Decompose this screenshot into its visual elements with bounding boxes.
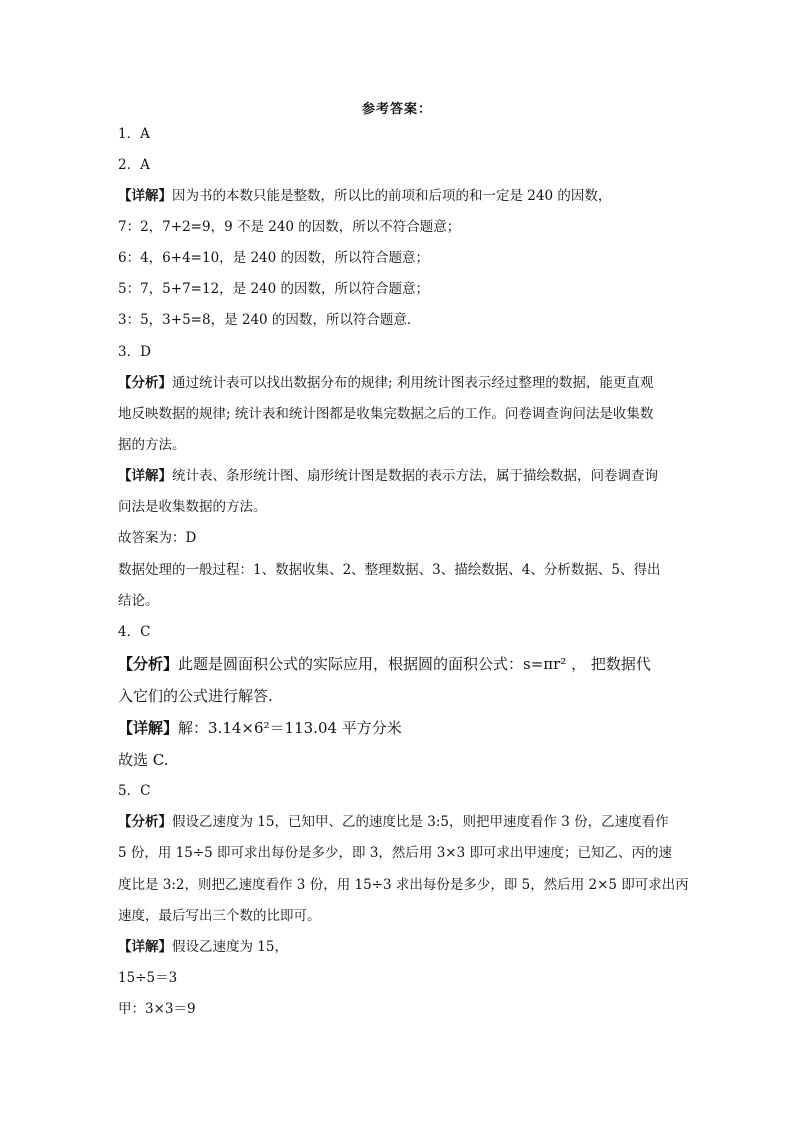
- answer-line: 【分析】通过统计表可以找出数据分布的规律; 利用统计图表示经过整理的数据，能更直观: [118, 375, 654, 391]
- answer-line: 2．A: [118, 157, 150, 173]
- answer-line: 【分析】此题是圆面积公式的实际应用，根据圆的面积公式：s=πr² ， 把数据代: [118, 655, 651, 673]
- answer-line: 据的方法。: [118, 437, 186, 453]
- answer-line: 【详解】假设乙速度为 15，: [118, 939, 288, 955]
- answer-line: 3：5，3+5=8，是 240 的因数，所以符合题意．: [118, 312, 421, 328]
- answer-line: 甲：3×3＝9: [118, 1001, 196, 1017]
- answer-line: 5：7，5+7=12，是 240 的因数，所以符合题意；: [118, 281, 430, 297]
- answer-line: 问法是收集数据的方法。: [118, 499, 267, 515]
- page-title: 参考答案：: [361, 102, 432, 117]
- answer-line: 度比是 3:2，则把乙速度看作 3 份，用 15÷3 求出每份是多少，即 5，然后用 2×5 即可求出丙: [118, 877, 689, 893]
- answer-line: 6：4，6+4=10，是 240 的因数，所以符合题意；: [118, 250, 430, 266]
- answer-line: 【分析】假设乙速度为 15，已知甲、乙的速度比是 3:5，则把甲速度看作 3 份，乙速度看作: [118, 814, 669, 830]
- answer-line: 入它们的公式进行解答.: [118, 687, 273, 705]
- answer-line: 5 份，用 15÷5 即可求出每份是多少，即 3，然后用 3×3 即可求出甲速度；已知乙、丙的速: [118, 845, 672, 861]
- answer-line: 【详解】解：3.14×6²＝113.04 平方分米: [118, 719, 402, 737]
- answer-line: 5．C: [118, 783, 151, 799]
- answer-line: 故答案为：D: [118, 530, 197, 546]
- answer-line: 4．C: [118, 624, 151, 640]
- answer-line: 3．D: [118, 344, 151, 360]
- answer-line: 故选 C.: [118, 751, 169, 769]
- answer-line: 【详解】因为书的本数只能是整数，所以比的前项和后项的和一定是 240 的因数，: [118, 188, 612, 204]
- answer-line: 速度，最后写出三个数的比即可。: [118, 908, 321, 924]
- answer-line: 【详解】统计表、条形统计图、扇形统计图是数据的表示方法，属于描绘数据，问卷调查询: [118, 468, 658, 484]
- answer-line: 15÷5＝3: [118, 970, 178, 986]
- answer-line: 1．A: [118, 126, 150, 142]
- answer-line: 结论。: [118, 593, 159, 609]
- answer-line: 地反映数据的规律; 统计表和统计图都是收集完数据之后的工作。问卷调查询问法是收集数: [118, 406, 654, 422]
- answer-line: 数据处理的一般过程：1、数据收集、2、整理数据、3、描绘数据、4、分析数据、5、得出: [118, 562, 661, 578]
- answer-line: 7：2，7+2=9，9 不是 240 的因数，所以不符合题意；: [118, 219, 461, 235]
